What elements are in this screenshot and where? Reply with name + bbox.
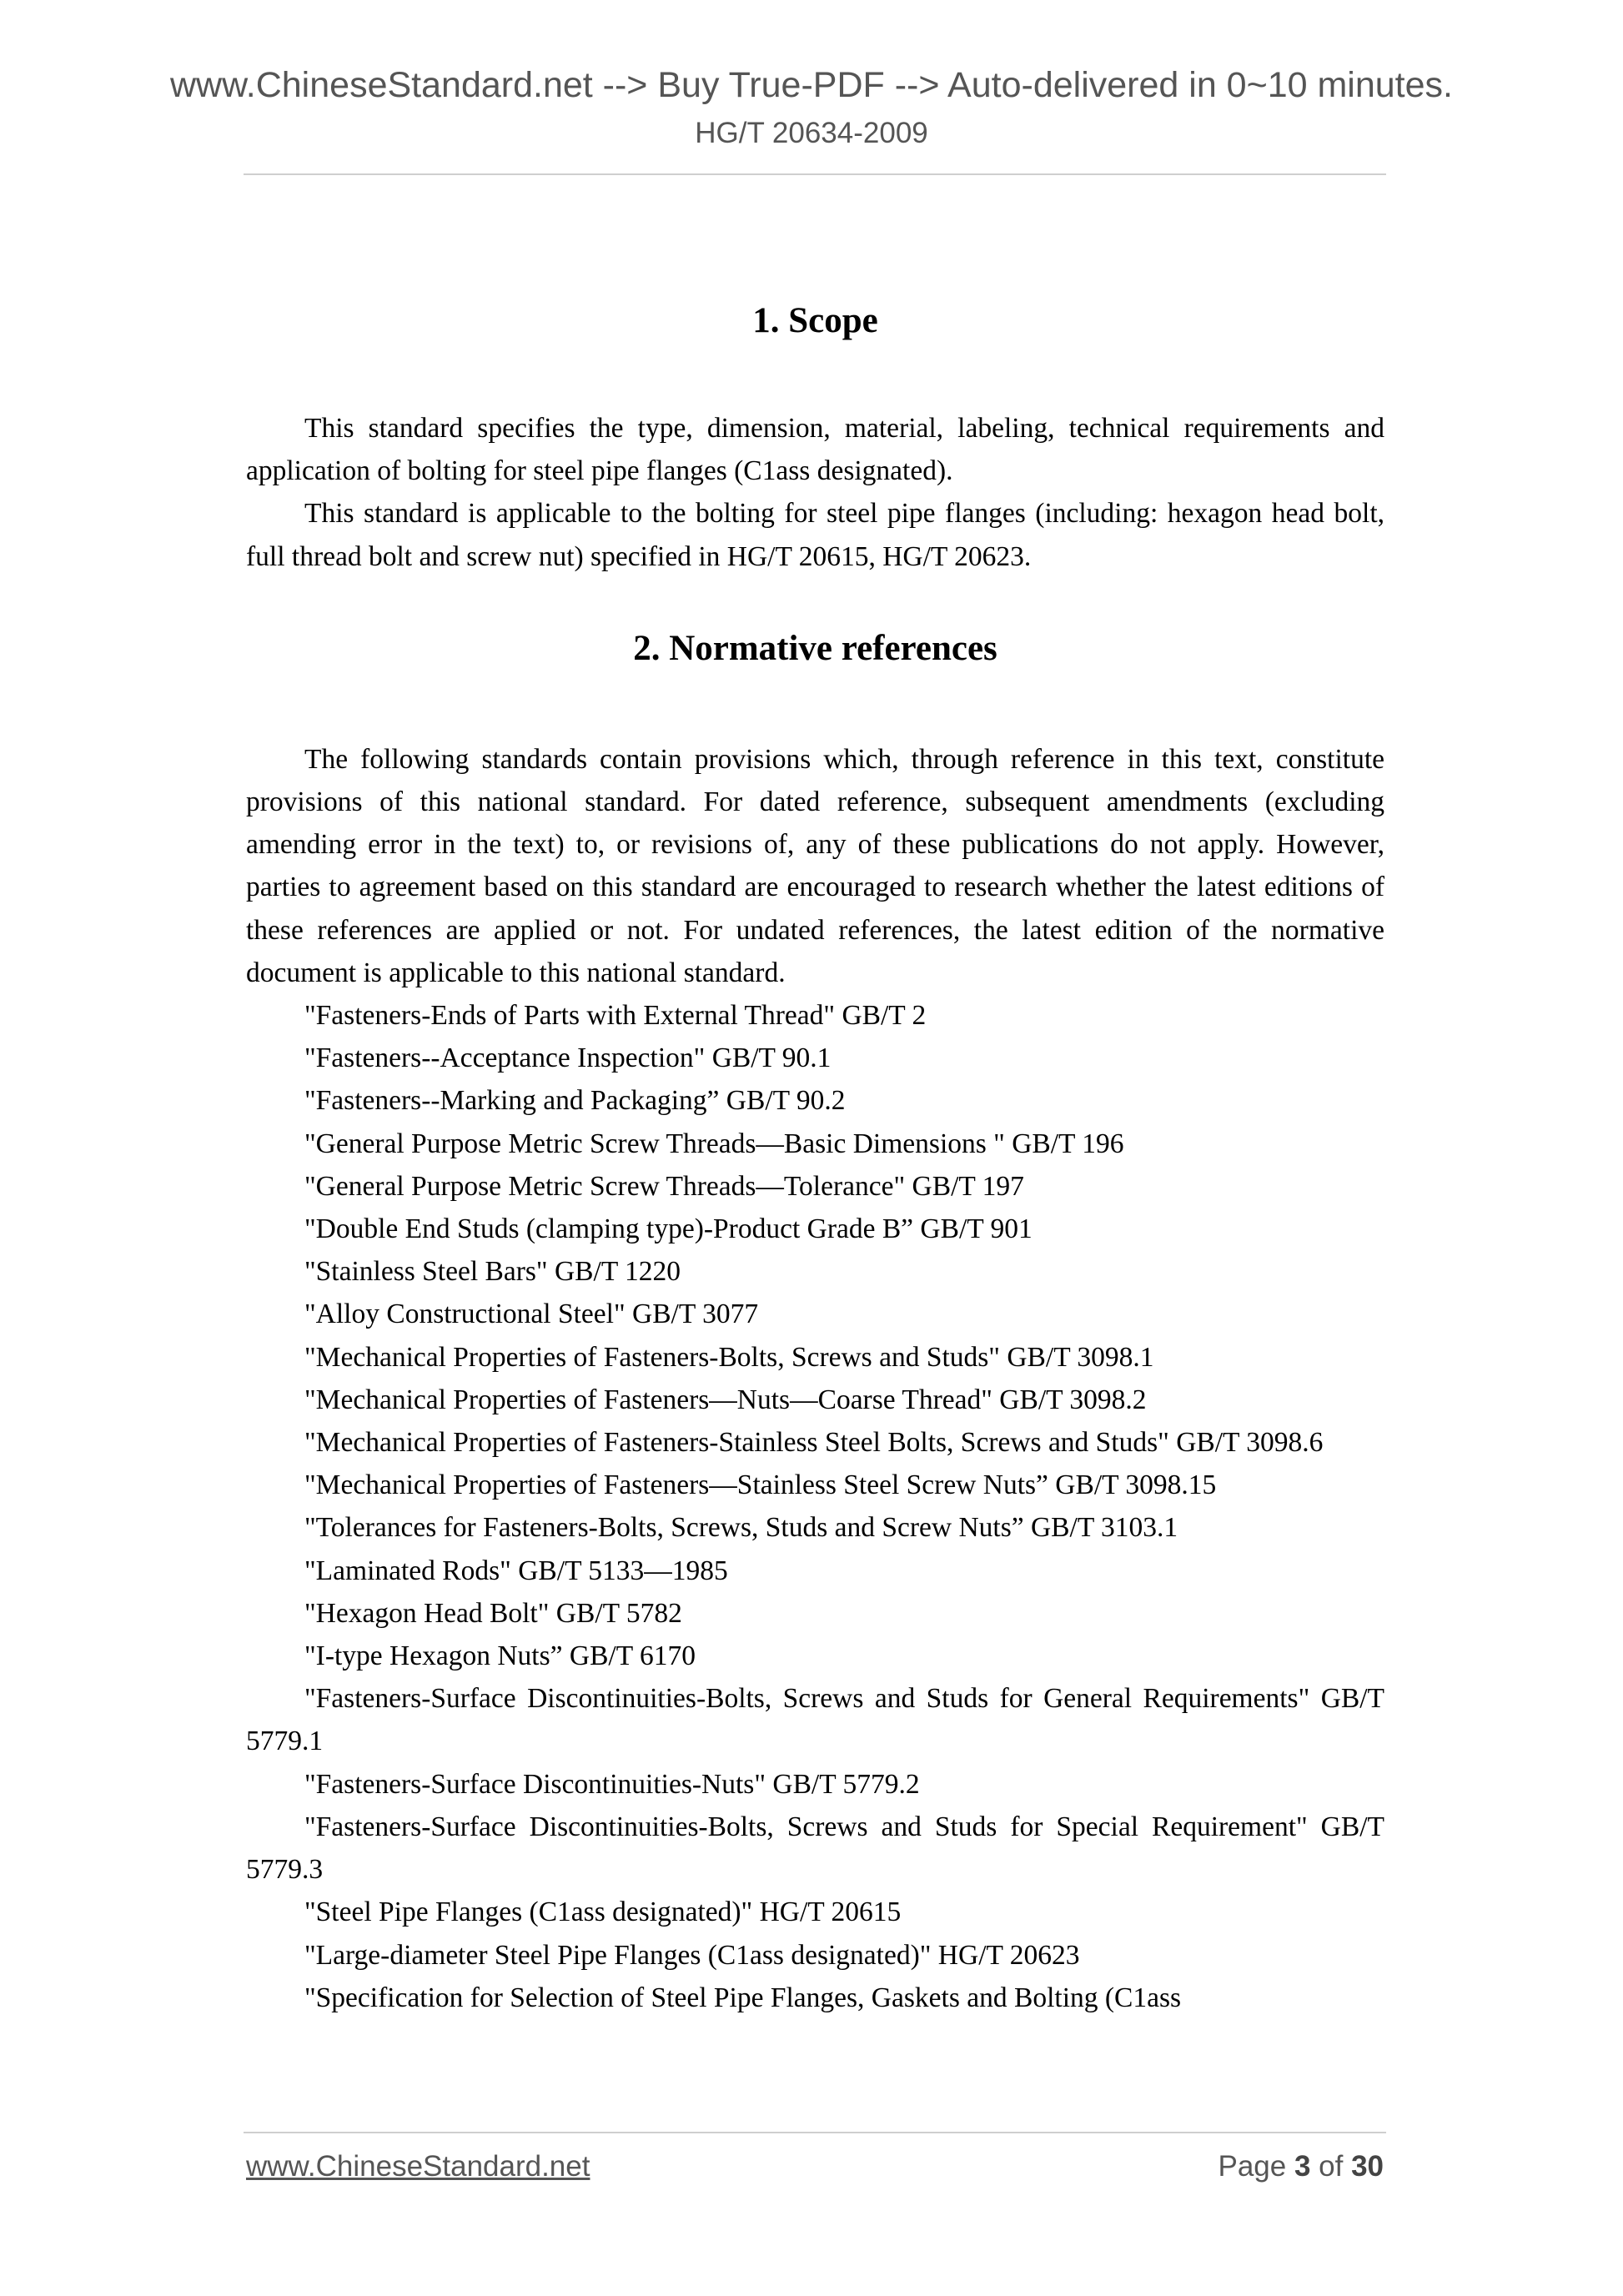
reference-item: "Fasteners-Surface Discontinuities-Bolts, Screws and Studs for General Requirements" GB/T 5779.1 (246, 1683, 1384, 1757)
reference-item: "General Purpose Metric Screw Threads—Basic Dimensions " GB/T 196 (304, 1128, 1124, 1159)
page-total: 30 (1351, 2150, 1384, 2183)
reference-item: "Stainless Steel Bars" GB/T 1220 (304, 1256, 681, 1288)
reference-item: "Mechanical Properties of Fasteners-Stainless Steel Bolts, Screws and Studs" GB/T 3098.6 (304, 1427, 1324, 1459)
reference-item: "Double End Studs (clamping type)-Product Grade B” GB/T 901 (304, 1213, 1033, 1245)
reference-item: "Fasteners-Surface Discontinuities-Nuts" GB/T 5779.2 (304, 1768, 920, 1800)
reference-item: "Fasteners-Surface Discontinuities-Bolts, Screws and Studs for Special Requirement" GB/T 5779.3 (246, 1811, 1384, 1886)
document-body (246, 284, 1384, 2019)
reference-item: "Steel Pipe Flanges (C1ass designated)" HG/T 20615 (304, 1897, 902, 1928)
page-current: 3 (1294, 2150, 1311, 2183)
normative-intro-paragraph: The following standards contain provisions which, through reference in this text, constitute provisions of this national standard. For dated reference, subsequent amendments (excluding amending error in the text) to, or revisions of, any of these publications do not apply. However, parties to agreement based on this standard are encouraged to research whether the latest editions of these references are applied or not. For undated references, the latest edition of the normative document is applicable to this national standard. (246, 743, 1384, 988)
section-title-normative-references: 2. Normative references (633, 628, 997, 668)
footer-divider (244, 2132, 1386, 2133)
reference-list (246, 994, 1384, 2019)
reference-item: "Laminated Rods" GB/T 5133—1985 (304, 1555, 728, 1586)
reference-item: "Hexagon Head Bolt" GB/T 5782 (304, 1597, 682, 1629)
page-prefix: Page (1218, 2150, 1294, 2183)
scope-paragraph: This standard is applicable to the bolting for steel pipe flanges (including: hexagon head bolt, full thread bolt and screw nut) specified in HG/T 20615, HG/T 20623. (246, 498, 1384, 572)
reference-item: "General Purpose Metric Screw Threads—Tolerance" GB/T 197 (304, 1170, 1024, 1202)
page-of: of (1310, 2150, 1352, 2183)
header-banner: www.ChineseStandard.net --> Buy True-PDF --> Auto-delivered in 0~10 minutes. (169, 65, 1453, 105)
section-title-scope: 1. Scope (752, 301, 878, 340)
reference-item: "Mechanical Properties of Fasteners—Stainless Steel Screw Nuts” GB/T 3098.15 (304, 1470, 1217, 1501)
reference-item: "Alloy Constructional Steel" GB/T 3077 (304, 1299, 759, 1330)
header-divider (244, 173, 1386, 175)
page-indicator (1218, 2150, 1384, 2183)
footer-site-link[interactable]: www.ChineseStandard.net (246, 2150, 590, 2183)
reference-item: "Tolerances for Fasteners-Bolts, Screws, Studs and Screw Nuts” GB/T 3103.1 (304, 1512, 1178, 1544)
reference-item: "Specification for Selection of Steel Pipe Flanges, Gaskets and Bolting (C1ass (304, 1982, 1182, 2013)
reference-item: "I-type Hexagon Nuts” GB/T 6170 (304, 1640, 696, 1672)
reference-item: "Fasteners--Marking and Packaging” GB/T 90.2 (304, 1085, 846, 1117)
scope-paragraph: This standard specifies the type, dimension, material, labeling, technical requirements and application of bolting for steel pipe flanges (C1ass designated). (246, 413, 1384, 487)
reference-item: "Mechanical Properties of Fasteners—Nuts—Coarse Thread" GB/T 3098.2 (304, 1384, 1147, 1415)
reference-item: "Fasteners-Ends of Parts with External Thread" GB/T 2 (304, 1000, 927, 1032)
reference-item: "Fasteners--Acceptance Inspection" GB/T 90.1 (304, 1042, 832, 1074)
standard-code: HG/T 20634-2009 (695, 117, 928, 149)
reference-item: "Large-diameter Steel Pipe Flanges (C1ass designated)" HG/T 20623 (304, 1939, 1080, 1971)
reference-item: "Mechanical Properties of Fasteners-Bolts, Screws and Studs" GB/T 3098.1 (304, 1341, 1154, 1373)
